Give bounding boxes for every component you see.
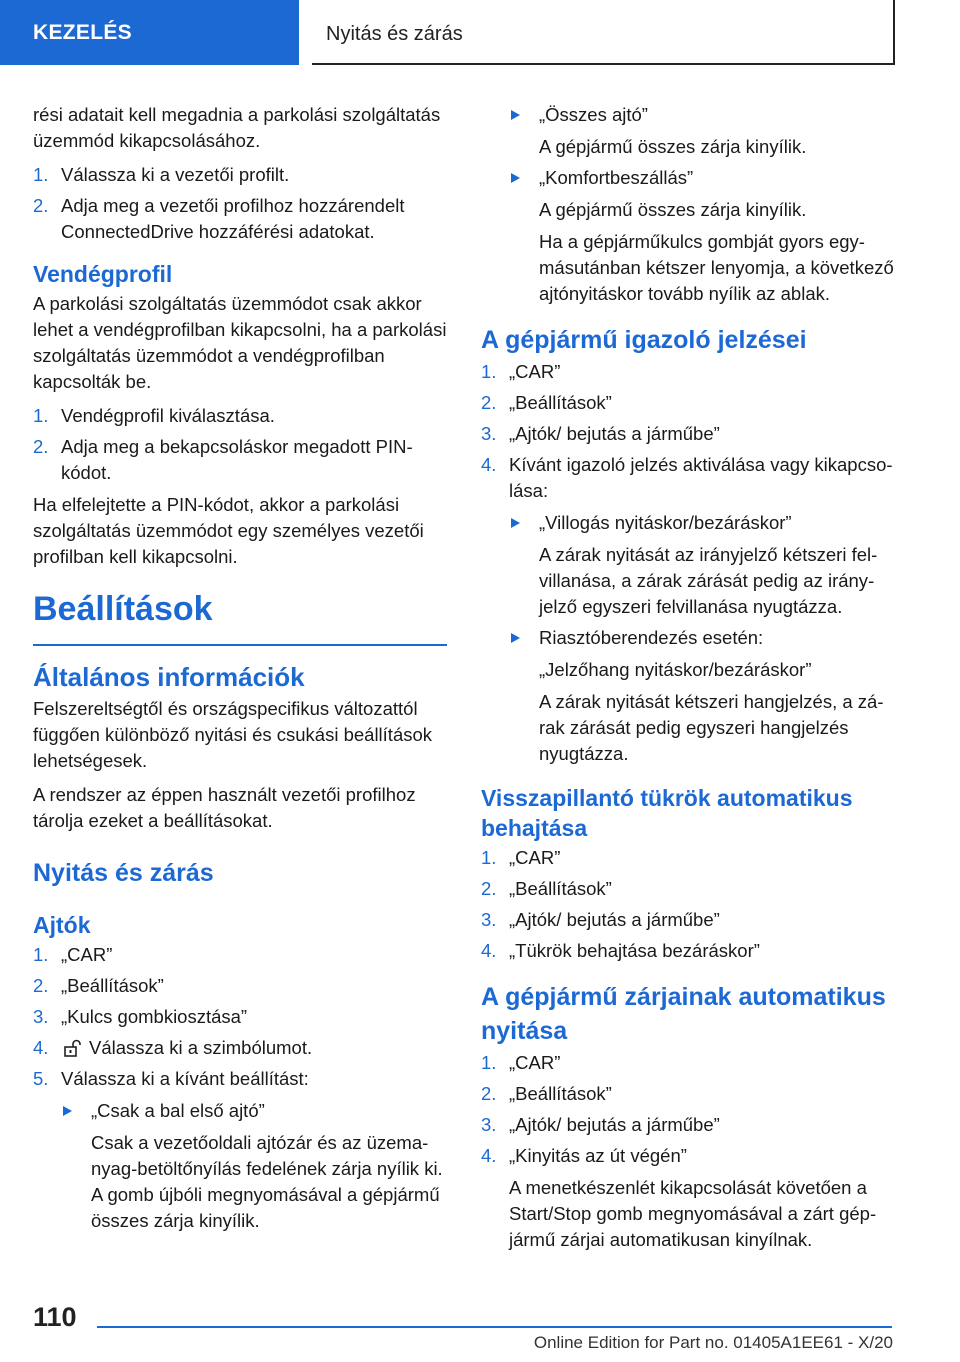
list-item — [481, 1081, 895, 1107]
list-item — [481, 390, 895, 416]
intro-text: rési adatait kell megadnia a parkolási szolgáltatás üzemmód kikapcsolásához. — [33, 104, 441, 151]
chapter-title: Nyitás és zárás — [312, 0, 895, 65]
door-options — [61, 1098, 447, 1234]
heading-general-info: Általános információk — [33, 662, 305, 692]
triangle-bullet-icon — [63, 1106, 72, 1116]
heading-settings: Beállítások — [33, 588, 447, 646]
door-options-continued — [481, 102, 895, 307]
list-item — [481, 845, 895, 871]
step-text: Válassza ki a kívánt beállítást: — [61, 1068, 309, 1089]
step-number: 1. — [481, 847, 497, 868]
step-number: 2. — [481, 878, 497, 899]
general-info-text-2: A rendszer az éppen használt vezetői profilhoz tárolja ezeket a beállításokat. — [33, 784, 416, 831]
heading-auto-unlock: A gépjármű zárjainak automatikus nyitása — [481, 983, 886, 1045]
step-text: „Kulcs gombkiosztása” — [61, 1006, 248, 1027]
list-item — [481, 907, 895, 933]
triangle-bullet-icon — [511, 173, 520, 183]
option-text: A gépjármű összes zárja kinyílik. — [539, 136, 807, 157]
step-number: 4. — [481, 940, 497, 961]
list-item — [481, 359, 895, 385]
general-info-text-1: Felszereltségtől és országspecifikus változattól függően különböző nyitási és csukási beállítások lehetségesek. — [33, 698, 433, 771]
step-number: 3. — [481, 909, 497, 930]
step-number: 2. — [33, 975, 49, 996]
step-text: Adja meg a bekapcsoláskor megadott PIN-kódot. — [61, 436, 413, 483]
list-item — [33, 434, 447, 486]
option-text: A zárak nyitását kétszeri hangjelzés, a zárak zárását pedig egyszeri hangjelzés nyugtázza. — [539, 691, 884, 764]
list-item — [509, 510, 895, 620]
triangle-bullet-icon — [511, 633, 520, 643]
step-number: 4. — [33, 1037, 49, 1058]
triangle-bullet-icon — [511, 518, 520, 528]
step-text: Adja meg a vezetői profilhoz hozzárendelt ConnectedDrive hozzáférési adatokat. — [61, 195, 405, 242]
list-item — [481, 452, 895, 767]
list-item — [509, 625, 895, 767]
step-text: „CAR” — [61, 944, 113, 965]
step-text: Vendégprofil kiválasztása. — [61, 405, 275, 426]
step-text: „Beállítások” — [509, 1083, 612, 1104]
heading-guest-profile: Vendégprofil — [33, 261, 173, 287]
step-number: 3. — [481, 1114, 497, 1135]
list-item — [33, 403, 447, 429]
step-text: „Ajtók/ bejutás a járműbe” — [509, 1114, 720, 1135]
guest-steps — [33, 403, 447, 486]
option-title: „Komfortbeszállás” — [539, 167, 694, 188]
option-text: A zárak nyitását az irányjelző kétszeri felvillanása, a zárak zárását pedig az irányjelző egyszeri felvillanása nyugtázza. — [539, 544, 878, 617]
list-item — [481, 876, 895, 902]
guest-profile-text: A parkolási szolgáltatás üzemmódot csak akkor lehet a vendégprofilban kikapcsolni, ha a parkolási szolgáltatás üzemmódot a vendégprofilban kapcsolták be. — [33, 293, 447, 392]
option-title: „Csak a bal első ajtó” — [91, 1100, 265, 1121]
option-title: „Összes ajtó” — [539, 104, 648, 125]
heading-opening-closing: Nyitás és zárás — [33, 859, 214, 887]
step-number: 3. — [33, 1006, 49, 1027]
step-number: 1. — [33, 405, 49, 426]
step-text: Válassza ki a szimbólumot. — [89, 1037, 313, 1058]
list-item — [33, 1004, 447, 1030]
right-column — [481, 102, 895, 1259]
confirmation-options — [509, 510, 895, 767]
step-text: „Ajtók/ bejutás a járműbe” — [509, 423, 720, 444]
list-item — [33, 1035, 447, 1061]
option-text: A menetkészenlét kikapcsolását követően a Start/Stop gomb megnyomásával a zárt gépjármű zárjai automatikusan kinyílnak. — [509, 1177, 877, 1250]
step-text: „Beállítások” — [509, 392, 612, 413]
heading-doors: Ajtók — [33, 912, 91, 938]
step-number: 1. — [481, 1052, 497, 1073]
step-text: Válassza ki a vezetői profilt. — [61, 164, 290, 185]
step-number: 2. — [33, 436, 49, 457]
step-number: 4. — [481, 454, 497, 475]
list-item — [33, 973, 447, 999]
profile-steps — [33, 162, 447, 245]
step-number: 1. — [33, 164, 49, 185]
list-item — [33, 942, 447, 968]
option-text: Csak a vezetőoldali ajtózár és az üzemanyag-betöltőnyílás fedelének zárja nyílik ki. A gomb újbóli megnyomásával a gépjármű összes zárja kinyílik. — [91, 1132, 443, 1231]
step-text: „Kinyitás az út végén” — [509, 1145, 687, 1166]
triangle-bullet-icon — [511, 110, 520, 120]
step-number: 5. — [33, 1068, 49, 1089]
unlock-icon — [63, 1039, 81, 1057]
list-item — [509, 165, 895, 307]
page-number: 110 — [33, 1302, 77, 1332]
heading-confirmation-signals: A gépjármű igazoló jelzései — [481, 326, 807, 354]
step-text: „Tükrök behajtása bezáráskor” — [509, 940, 760, 961]
option-text: Ha a gépjárműkulcs gombját gyors egymásutánban kétszer lenyomja, a következő ajtónyitáskor tovább nyílik az ablak. — [539, 231, 894, 304]
list-item — [33, 162, 447, 188]
step-text: „Beállítások” — [61, 975, 164, 996]
list-item — [481, 1050, 895, 1076]
step-number: 1. — [33, 944, 49, 965]
list-item — [509, 102, 895, 160]
step-number: 3. — [481, 423, 497, 444]
option-title: Riasztóberendezés esetén: — [539, 627, 764, 648]
step-number: 2. — [33, 195, 49, 216]
forgot-pin-text: Ha elfelejtette a PIN-kódot, akkor a parkolási szolgáltatás üzemmódot egy személyes vezetői profilban kell kikapcsolni. — [33, 494, 424, 567]
door-steps — [33, 942, 447, 1234]
footer-edition — [303, 1333, 893, 1353]
mirror-steps — [481, 845, 895, 964]
left-column — [33, 102, 447, 1240]
step-text: Kívánt igazoló jelzés aktiválása vagy kikapcsolása: — [509, 454, 893, 501]
list-item — [61, 1098, 447, 1234]
heading-mirror-folding: Visszapillantó tükrök automatikus behajtása — [481, 785, 853, 841]
step-number: 2. — [481, 1083, 497, 1104]
step-text: „Ajtók/ bejutás a járműbe” — [509, 909, 720, 930]
list-item — [481, 1112, 895, 1138]
step-text: „Beállítások” — [509, 878, 612, 899]
list-item — [481, 938, 895, 964]
option-text: A gépjármű összes zárja kinyílik. — [539, 199, 807, 220]
option-title: „Villogás nyitáskor/bezáráskor” — [539, 512, 792, 533]
step-number: 4. — [481, 1145, 497, 1166]
list-item — [33, 193, 447, 245]
option-subtitle: „Jelzőhang nyitáskor/bezáráskor” — [539, 659, 812, 680]
step-number: 2. — [481, 392, 497, 413]
step-text: „CAR” — [509, 847, 561, 868]
step-text: „CAR” — [509, 1052, 561, 1073]
step-number: 1. — [481, 361, 497, 382]
confirmation-steps — [481, 359, 895, 767]
list-item — [481, 421, 895, 447]
list-item — [481, 1143, 895, 1253]
auto-unlock-steps — [481, 1050, 895, 1253]
edition-text: Online Edition for Part no. 01405A1EE61 - X/20 — [533, 1333, 893, 1352]
section-tab: KEZELÉS — [0, 0, 299, 65]
list-item — [33, 1066, 447, 1234]
footer-divider — [97, 1326, 892, 1328]
step-text: „CAR” — [509, 361, 561, 382]
